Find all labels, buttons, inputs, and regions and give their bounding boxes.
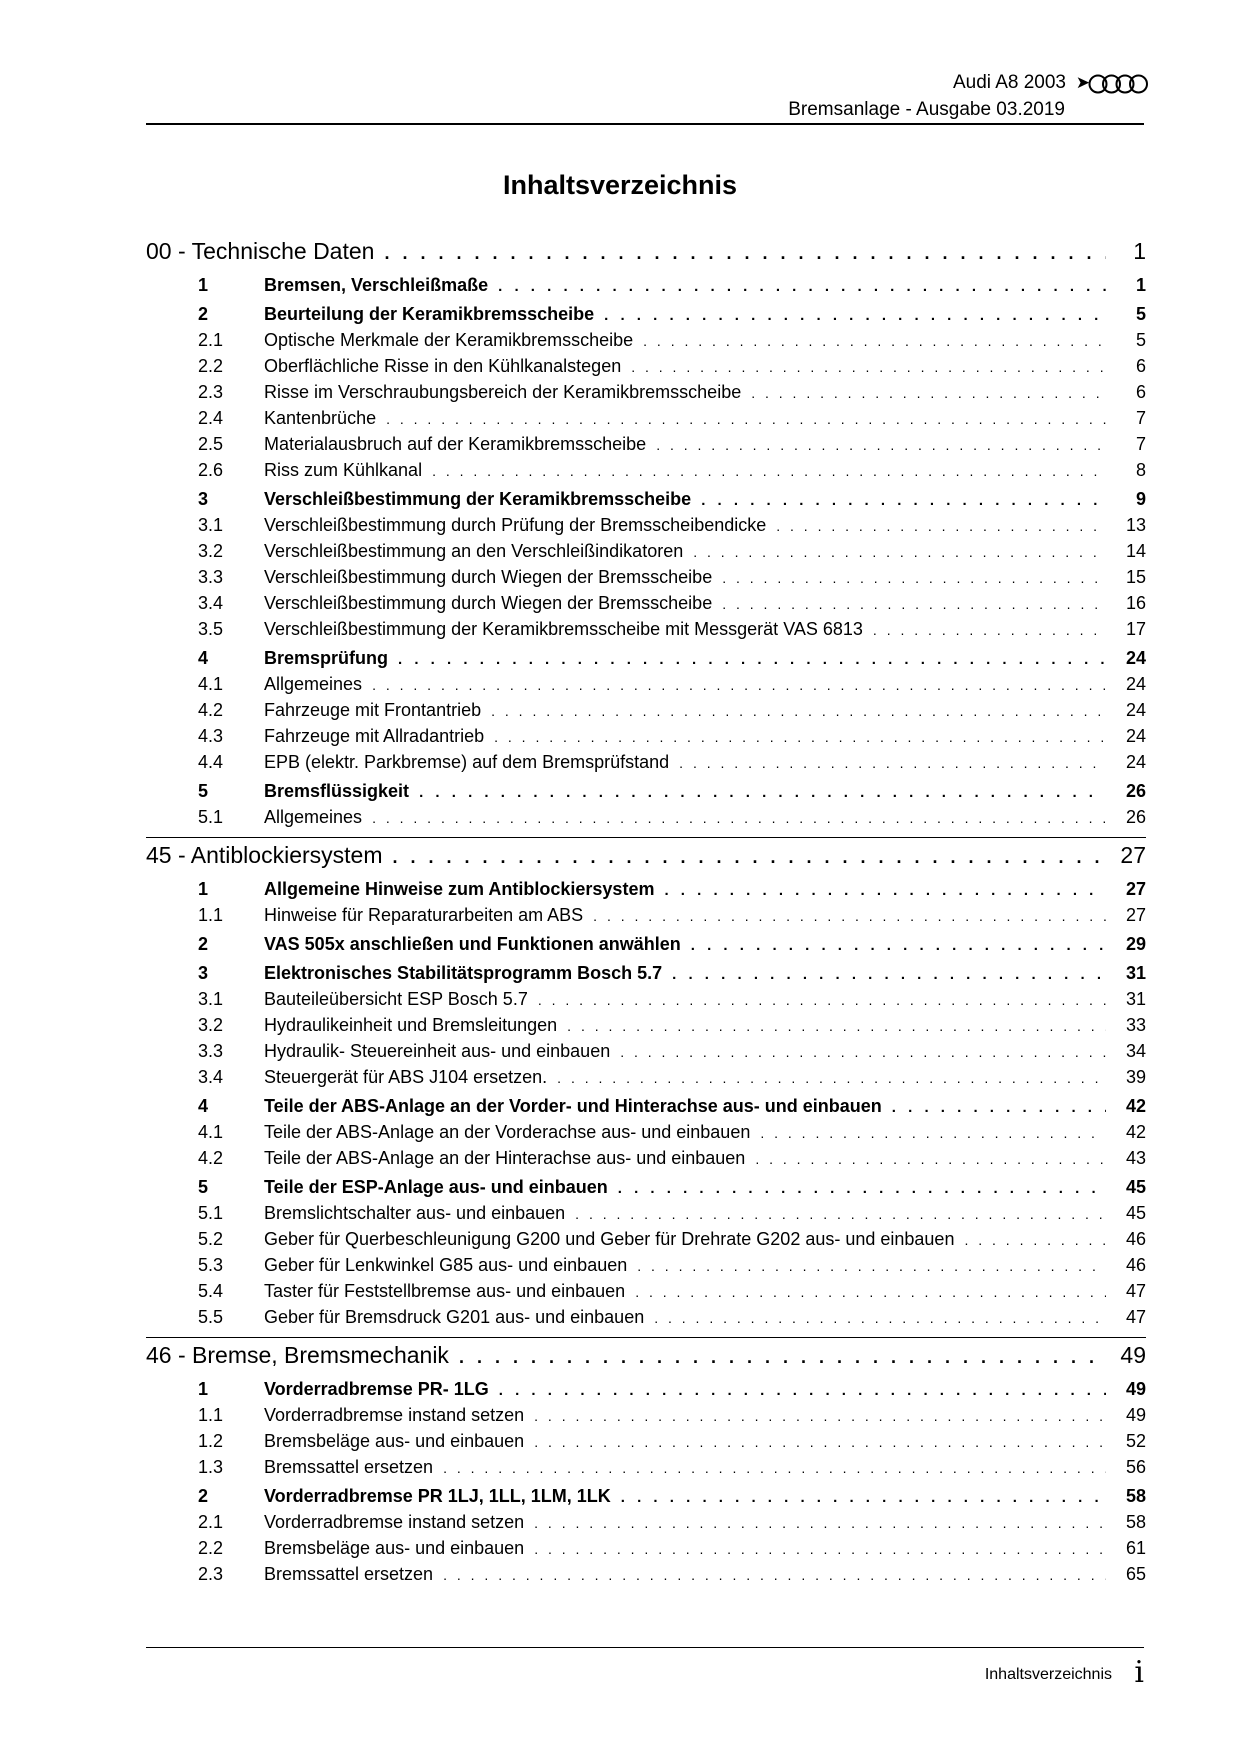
- entry-page: 24: [1125, 674, 1146, 694]
- section-title: 46 - Bremse, Bremsmechanik: [146, 1342, 449, 1368]
- dot-leader: [459, 1347, 1106, 1368]
- entry-page: 24: [1125, 752, 1146, 772]
- toc-subchapter-row[interactable]: [146, 989, 1146, 1015]
- entry-title: Taster für Feststellbremse aus- und einbauen: [264, 1281, 626, 1301]
- toc-subchapter-row[interactable]: [146, 1255, 1146, 1281]
- toc-subchapter-row[interactable]: [146, 1122, 1146, 1148]
- dot-leader: [643, 333, 1106, 349]
- section-divider: [146, 1337, 1146, 1338]
- entry-title: Allgemeine Hinweise zum Antiblockiersystem: [264, 879, 655, 899]
- entry-page: 65: [1125, 1564, 1146, 1584]
- toc-subchapter-row[interactable]: [146, 1512, 1146, 1538]
- dot-leader: [494, 729, 1106, 745]
- table-of-contents: [146, 238, 1146, 1590]
- entry-page: 34: [1125, 1041, 1146, 1061]
- entry-number: 5.1: [198, 1203, 224, 1223]
- toc-subchapter-row[interactable]: [146, 593, 1146, 619]
- entry-page: 24: [1125, 648, 1146, 668]
- entry-page: 8: [1135, 460, 1146, 480]
- entry-title: Bauteileübersicht ESP Bosch 5.7: [264, 989, 528, 1009]
- audi-rings-logo: [1088, 72, 1148, 96]
- dot-leader: [620, 1044, 1106, 1060]
- dot-leader: [656, 437, 1106, 453]
- entry-page: 46: [1125, 1255, 1146, 1275]
- toc-subchapter-row[interactable]: [146, 1405, 1146, 1431]
- entry-page: 52: [1125, 1431, 1146, 1451]
- dot-leader: [691, 937, 1106, 954]
- dot-leader: [392, 847, 1106, 868]
- toc-subchapter-row[interactable]: [146, 434, 1146, 460]
- dot-leader: [534, 1515, 1106, 1531]
- entry-page: 29: [1125, 934, 1146, 954]
- footer-label: Inhaltsverzeichnis: [984, 1666, 1112, 1683]
- toc-chapter-row[interactable]: [146, 1096, 1146, 1122]
- dot-leader: [499, 1382, 1106, 1399]
- entry-page: 42: [1125, 1096, 1146, 1116]
- entry-page: 24: [1125, 726, 1146, 746]
- entry-number: 5.1: [198, 807, 224, 827]
- entry-number: 3.2: [198, 541, 224, 561]
- entry-title: Bremsbeläge aus- und einbauen: [264, 1431, 525, 1451]
- toc-subchapter-row[interactable]: [146, 1457, 1146, 1483]
- entry-page: 58: [1125, 1512, 1146, 1532]
- arrow-icon: ➤: [1075, 73, 1090, 92]
- entry-title: Verschleißbestimmung durch Wiegen der Bremsscheibe: [264, 567, 713, 587]
- toc-subchapter-row[interactable]: [146, 408, 1146, 434]
- entry-page: 15: [1125, 567, 1146, 587]
- entry-title: EPB (elektr. Parkbremse) auf dem Bremsprüfstand: [264, 752, 670, 772]
- entry-number: 3.3: [198, 1041, 224, 1061]
- dot-leader: [443, 1460, 1106, 1476]
- entry-page: 1: [1135, 275, 1146, 295]
- toc-subchapter-row[interactable]: [146, 1203, 1146, 1229]
- entry-number: 3.3: [198, 567, 224, 587]
- toc-chapter-row[interactable]: [146, 879, 1146, 905]
- toc-section-heading[interactable]: [146, 1342, 1146, 1376]
- entry-page: 31: [1125, 963, 1146, 983]
- footer-page-number: i: [1134, 1655, 1144, 1690]
- toc-section-heading[interactable]: [146, 842, 1146, 876]
- entry-number: 1.3: [198, 1457, 224, 1477]
- entry-title: Steuergerät für ABS J104 ersetzen.: [264, 1067, 548, 1087]
- toc-subchapter-row[interactable]: [146, 1564, 1146, 1590]
- dot-leader: [575, 1206, 1106, 1222]
- dot-leader: [873, 622, 1106, 638]
- dot-leader: [384, 243, 1106, 264]
- dot-leader: [693, 544, 1106, 560]
- entry-page: 17: [1125, 619, 1146, 639]
- dot-leader: [419, 784, 1106, 801]
- toc-chapter-row[interactable]: [146, 1379, 1146, 1405]
- entry-title: Vorderradbremse instand setzen: [264, 1405, 525, 1425]
- entry-number: 5.5: [198, 1307, 224, 1327]
- entry-title: Bremsen, Verschleißmaße: [264, 275, 489, 295]
- section-divider: [146, 837, 1146, 838]
- entry-title: Allgemeines: [264, 674, 363, 694]
- dot-leader: [631, 359, 1106, 375]
- entry-page: 33: [1125, 1015, 1146, 1035]
- entry-page: 46: [1125, 1229, 1146, 1249]
- entry-title: Geber für Querbeschleunigung G200 und Geber für Drehrate G202 aus- und einbauen: [264, 1229, 955, 1249]
- toc-subchapter-row[interactable]: [146, 515, 1146, 541]
- entry-number: 3.2: [198, 1015, 224, 1035]
- entry-title: VAS 505x anschließen und Funktionen anwählen: [264, 934, 681, 954]
- entry-title: Optische Merkmale der Keramikbremsscheibe: [264, 330, 634, 350]
- entry-number: 2.6: [198, 460, 224, 480]
- toc-subchapter-row[interactable]: [146, 567, 1146, 593]
- entry-title: Verschleißbestimmung der Keramikbremsscheibe: [264, 489, 692, 509]
- entry-number: 4.1: [198, 674, 224, 694]
- dot-leader: [892, 1099, 1106, 1116]
- dot-leader: [618, 1180, 1106, 1197]
- entry-title: Teile der ESP-Anlage aus- und einbauen: [264, 1177, 608, 1197]
- entry-page: 45: [1125, 1177, 1146, 1197]
- dot-leader: [372, 677, 1106, 693]
- entry-title: Oberflächliche Risse in den Kühlkanalstegen: [264, 356, 622, 376]
- entry-title: Allgemeines: [264, 807, 363, 827]
- entry-number: 4.4: [198, 752, 224, 772]
- toc-chapter-row[interactable]: [146, 781, 1146, 807]
- entry-title: Beurteilung der Keramikbremsscheibe: [264, 304, 595, 324]
- entry-number: 2: [198, 1486, 209, 1506]
- entry-title: Bremsflüssigkeit: [264, 781, 410, 801]
- dot-leader: [432, 463, 1106, 479]
- dot-leader: [621, 1489, 1106, 1506]
- toc-subchapter-row[interactable]: [146, 356, 1146, 382]
- dot-leader: [760, 1125, 1106, 1141]
- dot-leader: [701, 492, 1106, 509]
- entry-title: Bremssattel ersetzen: [264, 1457, 434, 1477]
- toc-chapter-row[interactable]: [146, 304, 1146, 330]
- entry-page: 47: [1125, 1307, 1146, 1327]
- entry-page: 49: [1125, 1379, 1146, 1399]
- dot-leader: [679, 755, 1106, 771]
- entry-number: 5: [198, 781, 209, 801]
- entry-title: Bremsprüfung: [264, 648, 389, 668]
- toc-subchapter-row[interactable]: [146, 752, 1146, 778]
- toc-subchapter-row[interactable]: [146, 674, 1146, 700]
- toc-chapter-row[interactable]: [146, 489, 1146, 515]
- dot-leader: [386, 411, 1106, 427]
- header-divider: [146, 123, 1144, 125]
- entry-number: 4: [198, 648, 209, 668]
- entry-number: 1.1: [198, 1405, 224, 1425]
- entry-page: 56: [1125, 1457, 1146, 1477]
- entry-number: 3.4: [198, 593, 224, 613]
- dot-leader: [491, 703, 1106, 719]
- entry-page: 39: [1125, 1067, 1146, 1087]
- toc-subchapter-row[interactable]: [146, 619, 1146, 645]
- entry-number: 1: [198, 275, 209, 295]
- dot-leader: [534, 1408, 1106, 1424]
- dot-leader: [372, 810, 1106, 826]
- page-title: Inhaltsverzeichnis: [502, 170, 738, 200]
- entry-number: 5: [198, 1177, 209, 1197]
- entry-number: 2.4: [198, 408, 224, 428]
- dot-leader: [567, 1018, 1106, 1034]
- entry-page: 7: [1135, 408, 1146, 428]
- toc-subchapter-row[interactable]: [146, 1538, 1146, 1564]
- entry-number: 3.1: [198, 515, 224, 535]
- entry-page: 43: [1125, 1148, 1146, 1168]
- section-page: 1: [1133, 238, 1146, 264]
- entry-page: 6: [1135, 382, 1146, 402]
- toc-subchapter-row[interactable]: [146, 1067, 1146, 1093]
- entry-page: 31: [1125, 989, 1146, 1009]
- toc-section: [146, 842, 1146, 1333]
- section-page: 49: [1120, 1342, 1146, 1368]
- entry-number: 3: [198, 963, 209, 983]
- dot-leader: [664, 882, 1106, 899]
- entry-number: 1: [198, 879, 209, 899]
- toc-section: [146, 238, 1146, 833]
- entry-title: Verschleißbestimmung durch Prüfung der Bremsscheibendicke: [264, 515, 767, 535]
- entry-number: 2.2: [198, 1538, 224, 1558]
- entry-page: 13: [1125, 515, 1146, 535]
- entry-number: 3.1: [198, 989, 224, 1009]
- entry-number: 4.3: [198, 726, 224, 746]
- entry-number: 5.3: [198, 1255, 224, 1275]
- entry-title: Riss zum Kühlkanal: [264, 460, 423, 480]
- entry-title: Teile der ABS-Anlage an der Vorder- und Hinterachse aus- und einbauen: [264, 1096, 882, 1116]
- dot-leader: [604, 307, 1106, 324]
- section-title: 45 - Antiblockiersystem: [146, 842, 383, 868]
- toc-subchapter-row[interactable]: [146, 807, 1146, 833]
- toc-chapter-row[interactable]: [146, 1177, 1146, 1203]
- entry-title: Vorderradbremse instand setzen: [264, 1512, 525, 1532]
- entry-number: 2: [198, 304, 209, 324]
- entry-number: 1.1: [198, 905, 224, 925]
- toc-subchapter-row[interactable]: [146, 700, 1146, 726]
- entry-title: Hinweise für Reparaturarbeiten am ABS: [264, 905, 584, 925]
- entry-number: 2.5: [198, 434, 224, 454]
- entry-title: Verschleißbestimmung der Keramikbremsscheibe mit Messgerät VAS 6813: [264, 619, 863, 639]
- entry-number: 2.2: [198, 356, 224, 376]
- entry-number: 2: [198, 934, 209, 954]
- entry-number: 2.1: [198, 330, 224, 350]
- dot-leader: [654, 1310, 1106, 1326]
- entry-title: Fahrzeuge mit Frontantrieb: [264, 700, 482, 720]
- entry-title: Risse im Verschraubungsbereich der Keramikbremsscheibe: [264, 382, 742, 402]
- entry-page: 45: [1125, 1203, 1146, 1223]
- dot-leader: [755, 1151, 1106, 1167]
- toc-subchapter-row[interactable]: [146, 1148, 1146, 1174]
- dot-leader: [635, 1284, 1106, 1300]
- toc-subchapter-row[interactable]: [146, 1431, 1146, 1457]
- entry-number: 4.2: [198, 1148, 224, 1168]
- entry-number: 2.3: [198, 382, 224, 402]
- edition-label: Bremsanlage - Ausgabe 03.2019: [788, 99, 1065, 120]
- section-page: 27: [1120, 842, 1146, 868]
- toc-subchapter-row[interactable]: [146, 1015, 1146, 1041]
- entry-page: 5: [1135, 304, 1146, 324]
- dot-leader: [534, 1434, 1106, 1450]
- entry-page: 7: [1135, 434, 1146, 454]
- entry-number: 4: [198, 1096, 209, 1116]
- entry-title: Hydraulik- Steuereinheit aus- und einbauen: [264, 1041, 611, 1061]
- entry-title: Geber für Bremsdruck G201 aus- und einbauen: [264, 1307, 645, 1327]
- toc-chapter-row[interactable]: [146, 275, 1146, 301]
- entry-number: 3: [198, 489, 209, 509]
- dot-leader: [534, 1541, 1106, 1557]
- entry-page: 9: [1135, 489, 1146, 509]
- entry-page: 27: [1125, 879, 1146, 899]
- entry-page: 61: [1125, 1538, 1146, 1558]
- entry-page: 5: [1135, 330, 1146, 350]
- dot-leader: [538, 992, 1106, 1008]
- entry-page: 26: [1125, 781, 1146, 801]
- toc-subchapter-row[interactable]: [146, 1229, 1146, 1255]
- toc-subchapter-row[interactable]: [146, 1281, 1146, 1307]
- entry-number: 1: [198, 1379, 209, 1399]
- dot-leader: [722, 596, 1106, 612]
- entry-title: Hydraulikeinheit und Bremsleitungen: [264, 1015, 558, 1035]
- entry-page: 49: [1125, 1405, 1146, 1425]
- section-title: 00 - Technische Daten: [146, 238, 375, 264]
- entry-number: 4.1: [198, 1122, 224, 1142]
- entry-page: 42: [1125, 1122, 1146, 1142]
- toc-subchapter-row[interactable]: [146, 1041, 1146, 1067]
- dot-leader: [722, 570, 1106, 586]
- entry-title: Kantenbrüche: [264, 408, 377, 428]
- entry-title: Elektronisches Stabilitätsprogramm Bosch 5.7: [264, 963, 663, 983]
- toc-subchapter-row[interactable]: [146, 541, 1146, 567]
- entry-title: Fahrzeuge mit Allradantrieb: [264, 726, 485, 746]
- entry-number: 1.2: [198, 1431, 224, 1451]
- entry-number: 2.3: [198, 1564, 224, 1584]
- entry-page: 6: [1135, 356, 1146, 376]
- toc-chapter-row[interactable]: [146, 648, 1146, 674]
- dot-leader: [593, 908, 1106, 924]
- entry-page: 24: [1125, 700, 1146, 720]
- entry-number: 3.5: [198, 619, 224, 639]
- entry-page: 58: [1125, 1486, 1146, 1506]
- toc-subchapter-row[interactable]: [146, 905, 1146, 931]
- dot-leader: [964, 1232, 1106, 1248]
- entry-number: 2.1: [198, 1512, 224, 1532]
- entry-title: Vorderradbremse PR 1LJ, 1LL, 1LM, 1LK: [264, 1486, 611, 1506]
- dot-leader: [637, 1258, 1106, 1274]
- entry-title: Materialausbruch auf der Keramikbremsscheibe: [264, 434, 647, 454]
- entry-page: 47: [1125, 1281, 1146, 1301]
- vehicle-model: Audi A8 2003: [952, 72, 1066, 93]
- toc-section: [146, 1342, 1146, 1590]
- entry-number: 4.2: [198, 700, 224, 720]
- toc-subchapter-row[interactable]: [146, 382, 1146, 408]
- toc-chapter-row[interactable]: [146, 1486, 1146, 1512]
- page-header: [0, 0, 1240, 130]
- entry-number: 3.4: [198, 1067, 224, 1087]
- entry-title: Verschleißbestimmung durch Wiegen der Bremsscheibe: [264, 593, 713, 613]
- entry-title: Teile der ABS-Anlage an der Hinterachse aus- und einbauen: [264, 1148, 746, 1168]
- footer-divider: [146, 1647, 1144, 1648]
- toc-chapter-row[interactable]: [146, 963, 1146, 989]
- toc-subchapter-row[interactable]: [146, 726, 1146, 752]
- entry-title: Bremsbeläge aus- und einbauen: [264, 1538, 525, 1558]
- toc-subchapter-row[interactable]: [146, 330, 1146, 356]
- entry-page: 16: [1125, 593, 1146, 613]
- entry-page: 26: [1125, 807, 1146, 827]
- toc-subchapter-row[interactable]: [146, 1307, 1146, 1333]
- dot-leader: [398, 651, 1106, 668]
- entry-title: Bremslichtschalter aus- und einbauen: [264, 1203, 566, 1223]
- dot-leader: [498, 278, 1106, 295]
- entry-title: Bremssattel ersetzen: [264, 1564, 434, 1584]
- entry-number: 5.2: [198, 1229, 224, 1249]
- entry-number: 5.4: [198, 1281, 224, 1301]
- entry-title: Vorderradbremse PR- 1LG: [264, 1379, 489, 1399]
- dot-leader: [776, 518, 1106, 534]
- dot-leader: [443, 1567, 1106, 1583]
- entry-page: 14: [1125, 541, 1146, 561]
- dot-leader: [751, 385, 1106, 401]
- toc-chapter-row[interactable]: [146, 934, 1146, 960]
- toc-section-heading[interactable]: [146, 238, 1146, 272]
- dot-leader: [672, 966, 1106, 983]
- toc-subchapter-row[interactable]: [146, 460, 1146, 486]
- entry-page: 27: [1125, 905, 1146, 925]
- entry-title: Verschleißbestimmung an den Verschleißindikatoren: [264, 541, 684, 561]
- entry-title: Geber für Lenkwinkel G85 aus- und einbauen: [264, 1255, 628, 1275]
- dot-leader: [557, 1070, 1106, 1086]
- entry-title: Teile der ABS-Anlage an der Vorderachse aus- und einbauen: [264, 1122, 751, 1142]
